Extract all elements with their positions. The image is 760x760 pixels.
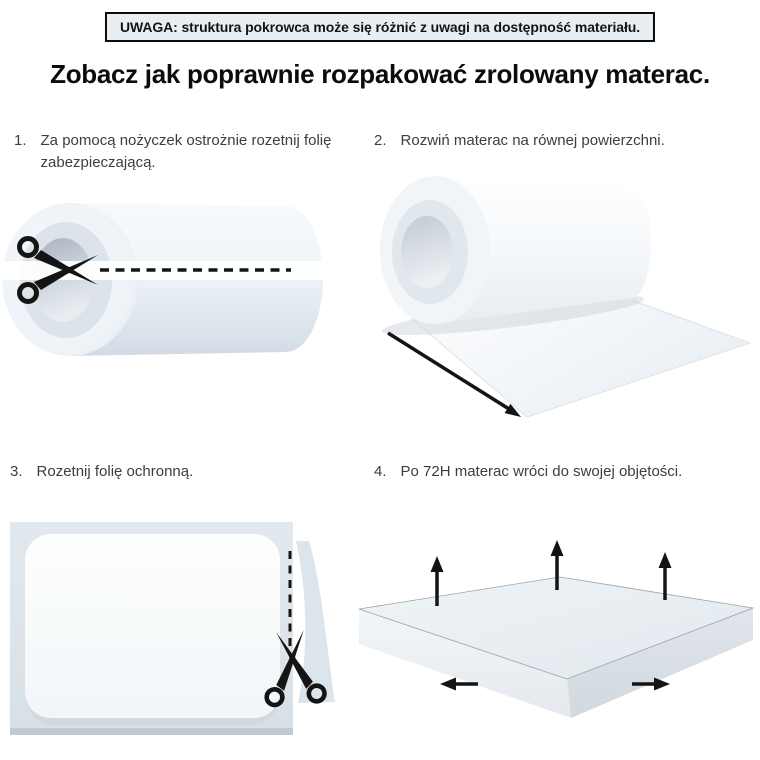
step-2-number: 2. [374,132,387,149]
step-1-illustration [0,192,335,397]
step-2-text: Rozwiń materac na równej powierzchni. [400,132,665,149]
mattress-top-view [25,534,280,725]
step-4-text: Po 72H materac wróci do swojej objętości. [400,463,683,480]
step-3-text: Rozetnij folię ochronną. [36,463,194,480]
notice-banner-text: UWAGA: struktura pokrowca może się różnić z uwagi na dostępność materiału. [119,19,641,35]
step-3-illustration [5,515,340,745]
mattress-slab [359,577,753,718]
step-4-number: 4. [374,463,387,480]
step-2-label [374,130,754,152]
step-1-text: Za pomocą nożyczek ostrożnie rozetnij folię zabezpieczającą. [40,132,332,171]
page-title: Zobacz jak poprawnie rozpakować zrolowany materac. [50,59,710,89]
step-4-label [374,461,760,483]
step-1-label [14,130,336,174]
step-3-number: 3. [10,463,23,480]
step-1-number: 1. [14,132,27,149]
step-3-label [10,461,340,483]
step-2-illustration [363,168,760,426]
notice-banner [105,12,655,42]
step-4-illustration [355,528,760,738]
